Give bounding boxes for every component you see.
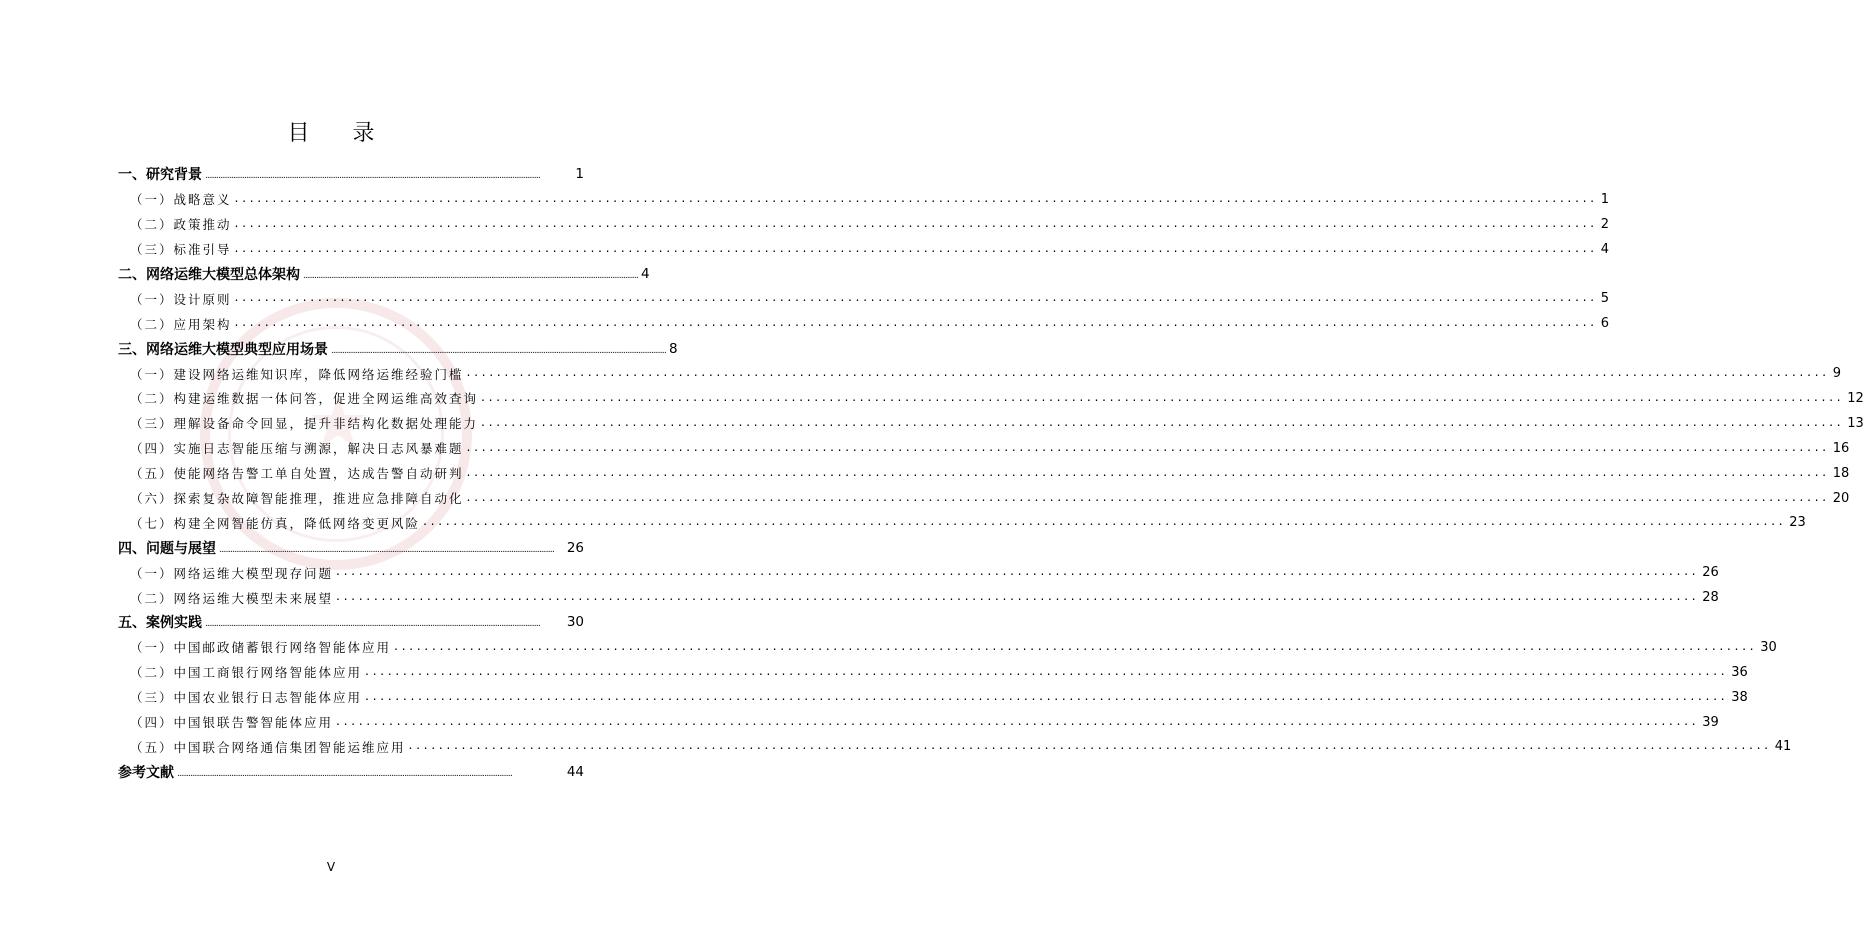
dot-leader: .................................................................................................................................................................................... — [205, 619, 540, 630]
toc-subsection-entry[interactable] — [118, 635, 1777, 660]
dot-leader: .................................................................................................................................................................................... — [234, 239, 1598, 255]
toc-entry-page: 26 — [1702, 565, 1719, 581]
dot-leader: .................................................................................................................................................................................... — [394, 637, 1758, 653]
toc-subsection-entry[interactable] — [118, 734, 1792, 759]
toc-section-entry[interactable] — [118, 162, 584, 187]
toc-entry-label: （一）中国邮政储蓄银行网络智能体应用 — [130, 640, 392, 656]
toc-entry-page: 28 — [1702, 590, 1719, 606]
dot-leader: .................................................................................................................................................................................... — [331, 345, 666, 356]
toc-entry-label: （二）网络运维大模型未来展望 — [130, 590, 334, 606]
toc-entry-page: 44 — [566, 763, 584, 780]
toc-entry-page: 13 — [1847, 415, 1864, 431]
toc-entry-page: 9 — [1832, 366, 1842, 382]
toc-section-entry[interactable] — [118, 262, 650, 287]
toc-entry-label: （二）应用架构 — [130, 316, 232, 332]
dot-leader: .................................................................................................................................................................................... — [336, 588, 1700, 604]
toc-entry-label: （二）政策推动 — [130, 217, 232, 233]
toc-entry-label: （五）使能网络告警工单自处置，达成告警自动研判 — [130, 466, 464, 482]
toc-entry-label: （一）设计原则 — [130, 291, 232, 307]
toc-subsection-entry[interactable] — [118, 510, 1806, 535]
toc-subsection-entry[interactable] — [118, 286, 1610, 311]
toc-entry-label: （四）中国银联告警智能体应用 — [130, 715, 334, 731]
toc-entry-page: 1 — [1600, 191, 1610, 207]
dot-leader: .................................................................................................................................................................................... — [303, 271, 638, 281]
toc-entry-page: 5 — [1600, 291, 1610, 307]
toc-subsection-entry[interactable] — [118, 710, 1719, 735]
dot-leader: .................................................................................................................................................................................... — [466, 463, 1830, 479]
toc-entry-label: （一）战略意义 — [130, 192, 232, 208]
toc-entry-page: 16 — [1832, 440, 1850, 456]
toc-entry-page: 36 — [1731, 664, 1748, 680]
toc-entry-page: 30 — [1760, 639, 1777, 655]
dot-leader: .................................................................................................................................................................................... — [365, 687, 1729, 703]
toc-entry-label: （三）中国农业银行日志智能体应用 — [130, 690, 363, 706]
toc-entry-page: 30 — [566, 614, 584, 631]
toc-entry-label: 一、研究背景 — [118, 167, 202, 184]
toc-entry-page: 20 — [1832, 490, 1850, 506]
toc-entry-label: 三、网络运维大模型典型应用场景 — [118, 341, 328, 358]
toc-entry-page: 12 — [1847, 390, 1864, 406]
toc-entry-label: （一）网络运维大模型现存问题 — [130, 565, 334, 581]
toc-entry-page: 4 — [1600, 241, 1610, 257]
toc-subsection-entry[interactable] — [118, 311, 1610, 336]
dot-leader: .................................................................................................................................................................................... — [408, 737, 1772, 753]
toc-entry-label: （二）中国工商银行网络智能体应用 — [130, 665, 363, 681]
toc-subsection-entry[interactable] — [118, 585, 1719, 610]
table-of-contents — [118, 162, 1864, 784]
dot-leader: .................................................................................................................................................................................... — [234, 214, 1598, 230]
dot-leader: .................................................................................................................................................................................... — [219, 544, 554, 555]
dot-leader: .................................................................................................................................................................................... — [365, 662, 1729, 678]
dot-leader: .................................................................................................................................................................................... — [466, 438, 1830, 454]
toc-subsection-entry[interactable] — [118, 386, 1864, 411]
toc-entry-page: 41 — [1774, 739, 1792, 755]
toc-entry-page: 8 — [668, 340, 678, 357]
dot-leader: .................................................................................................................................................................................... — [481, 388, 1845, 404]
toc-entry-label: （三）理解设备命令回显，提升非结构化数据处理能力 — [130, 416, 479, 432]
dot-leader: .................................................................................................................................................................................... — [234, 189, 1598, 205]
dot-leader: .................................................................................................................................................................................... — [336, 563, 1700, 579]
toc-entry-page: 26 — [566, 539, 584, 556]
toc-entry-label: 五、案例实践 — [118, 615, 202, 632]
toc-subsection-entry[interactable] — [118, 486, 1850, 511]
dot-leader: .................................................................................................................................................................................... — [466, 488, 1830, 504]
toc-subsection-entry[interactable] — [118, 685, 1748, 710]
toc-subsection-entry[interactable] — [118, 212, 1610, 237]
toc-subsection-entry[interactable] — [118, 461, 1850, 486]
dot-leader: .................................................................................................................................................................................... — [423, 513, 1787, 529]
toc-entry-page: 6 — [1600, 316, 1610, 332]
toc-entry-page: 39 — [1702, 714, 1719, 730]
dot-leader: .................................................................................................................................................................................... — [481, 413, 1845, 429]
toc-entry-label: 二、网络运维大模型总体架构 — [118, 267, 300, 283]
dot-leader: .................................................................................................................................................................................... — [336, 712, 1700, 728]
toc-entry-page: 18 — [1832, 465, 1850, 481]
toc-entry-page: 1 — [575, 166, 584, 183]
toc-entry-page: 23 — [1789, 515, 1806, 531]
toc-entry-label: （四）实施日志智能压缩与溯源，解决日志风暴难题 — [130, 441, 464, 457]
toc-entry-label: （五）中国联合网络通信集团智能运维应用 — [130, 739, 406, 755]
toc-subsection-entry[interactable] — [118, 560, 1719, 585]
dot-leader: .................................................................................................................................................................................... — [466, 364, 1830, 380]
toc-subsection-entry[interactable] — [118, 411, 1864, 436]
toc-subsection-entry[interactable] — [118, 361, 1842, 386]
toc-entry-label: （三）标准引导 — [130, 242, 232, 258]
page-title: 目 录 — [287, 121, 393, 146]
toc-subsection-entry[interactable] — [118, 187, 1610, 212]
toc-entry-label: 参考文献 — [118, 764, 174, 781]
toc-subsection-entry[interactable] — [118, 660, 1748, 685]
seal-star-icon: ★ — [306, 380, 371, 464]
toc-entry-page: 2 — [1600, 216, 1610, 232]
toc-section-entry[interactable] — [118, 336, 678, 361]
toc-entry-label: （七）构建全网智能仿真，降低网络变更风险 — [130, 515, 421, 531]
toc-entry-label: （一）建设网络运维知识库，降低网络运维经验门槛 — [130, 366, 464, 382]
dot-leader: .................................................................................................................................................................................... — [234, 289, 1598, 305]
toc-subsection-entry[interactable] — [118, 237, 1610, 262]
toc-entry-label: （六）探索复杂故障智能推理，推进应急排障自动化 — [130, 491, 464, 507]
toc-entry-page: 4 — [640, 266, 650, 282]
toc-entry-page: 38 — [1731, 689, 1748, 705]
toc-section-entry[interactable] — [118, 535, 584, 560]
toc-entry-label: （二）构建运维数据一体问答，促进全网运维高效查询 — [130, 391, 479, 407]
dot-leader: .................................................................................................................................................................................... — [234, 314, 1598, 330]
toc-section-entry[interactable] — [118, 759, 584, 784]
dot-leader: .................................................................................................................................................................................... — [205, 171, 540, 182]
toc-section-entry[interactable] — [118, 610, 584, 635]
dot-leader: .................................................................................................................................................................................... — [177, 768, 512, 779]
page-number: V — [326, 860, 336, 874]
toc-entry-label: 四、问题与展望 — [118, 540, 216, 557]
toc-subsection-entry[interactable] — [118, 436, 1850, 461]
